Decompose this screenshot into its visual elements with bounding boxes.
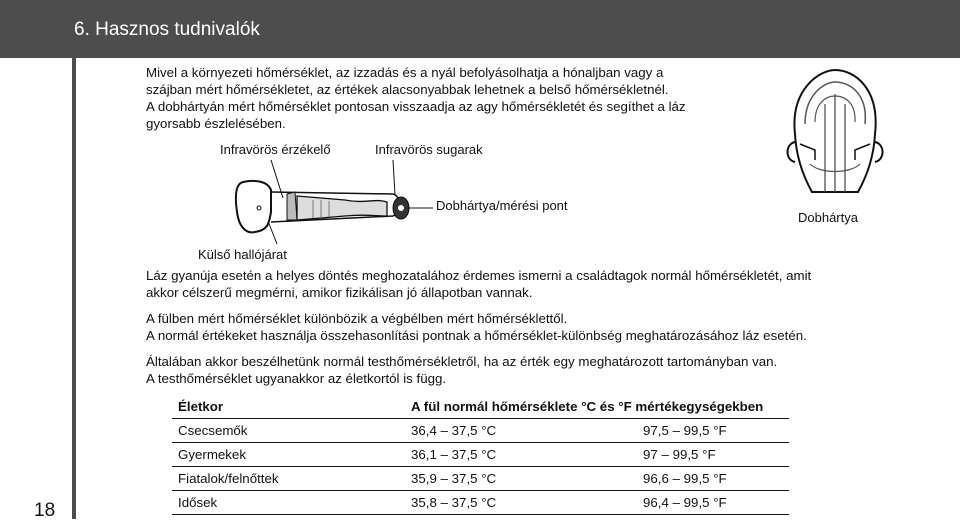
cell-fahrenheit: 96,6 – 99,5 °F — [637, 467, 789, 491]
cell-celsius: 36,4 – 37,5 °C — [405, 419, 637, 443]
table-header-row — [172, 395, 789, 419]
paragraph-ear-vs-rectal — [146, 310, 807, 344]
cell-celsius: 35,8 – 37,5 °C — [405, 491, 637, 515]
cell-age: Gyermekek — [172, 443, 405, 467]
side-bar — [72, 58, 76, 519]
paragraph-line: akkor célszerű megmérni, amikor fizikálisan jó állapotban vannak. — [146, 285, 533, 300]
intro-line: gyorsabb észlelésében. — [146, 116, 286, 131]
page-header — [0, 0, 960, 58]
table-row — [172, 419, 789, 443]
cell-fahrenheit: 97 – 99,5 °F — [637, 443, 789, 467]
header-age: Életkor — [172, 395, 405, 419]
paragraph-line: A fülben mért hőmérséklet különbözik a végbélben mért hőmérséklettől. — [146, 311, 568, 326]
cell-celsius: 35,9 – 37,5 °C — [405, 467, 637, 491]
header-normal-temperature: A fül normál hőmérséklete °C és °F mértékegységekben — [405, 395, 789, 419]
head-cross-section-illustration — [780, 64, 890, 204]
label-eardrum: Dobhártya — [798, 210, 858, 225]
table-row — [172, 443, 789, 467]
paragraph-normal-temperature — [146, 267, 811, 301]
label-infrared-rays: Infravörös sugarak — [375, 142, 483, 157]
paragraph-line: Általában akkor beszélhetünk normál testhőmérsékletről, ha az érték egy meghatározott tartományban van. — [146, 354, 778, 369]
intro-line: Mivel a környezeti hőmérséklet, az izzadás és a nyál befolyásolhatja a hónaljban vagy a — [146, 65, 664, 80]
page-number: 18 — [34, 500, 56, 521]
paragraph-age-dependency — [146, 353, 777, 387]
intro-line: A dobhártyán mért hőmérséklet pontosan visszaadja az agy hőmérsékletét és segíthet a láz — [146, 99, 686, 114]
cell-age: Fiatalok/felnőttek — [172, 467, 405, 491]
cell-fahrenheit: 97,5 – 99,5 °F — [637, 419, 789, 443]
intro-line: szájban mért hőmérsékletet, az értékek alacsonyabbak lehetnek a belső hőmérsékletnél. — [146, 82, 669, 97]
cell-age: Idősek — [172, 491, 405, 515]
cell-age: Csecsemők — [172, 419, 405, 443]
cell-fahrenheit: 96,4 – 99,5 °F — [637, 491, 789, 515]
section-title: 6. Hasznos tudnivalók — [74, 19, 260, 40]
label-measuring-point: Dobhártya/mérési pont — [436, 198, 568, 213]
intro-paragraph — [146, 64, 686, 132]
cell-celsius: 36,1 – 37,5 °C — [405, 443, 637, 467]
temperature-by-age-table — [172, 395, 789, 515]
table-row — [172, 467, 789, 491]
table-row — [172, 491, 789, 515]
label-infrared-sensor: Infravörös érzékelő — [220, 142, 331, 157]
paragraph-line: A normál értékeket használja összehasonlítási pontnak a hőmérséklet-különbség meghatározásához láz esetén. — [146, 328, 807, 343]
paragraph-line: A testhőmérséklet ugyanakkor az életkortól is függ. — [146, 371, 447, 386]
paragraph-line: Láz gyanúja esetén a helyes döntés meghozatalához érdemes ismerni a családtagok normál hőmérsékletét, amit — [146, 268, 812, 283]
label-ear-canal: Külső hallójárat — [198, 247, 287, 262]
